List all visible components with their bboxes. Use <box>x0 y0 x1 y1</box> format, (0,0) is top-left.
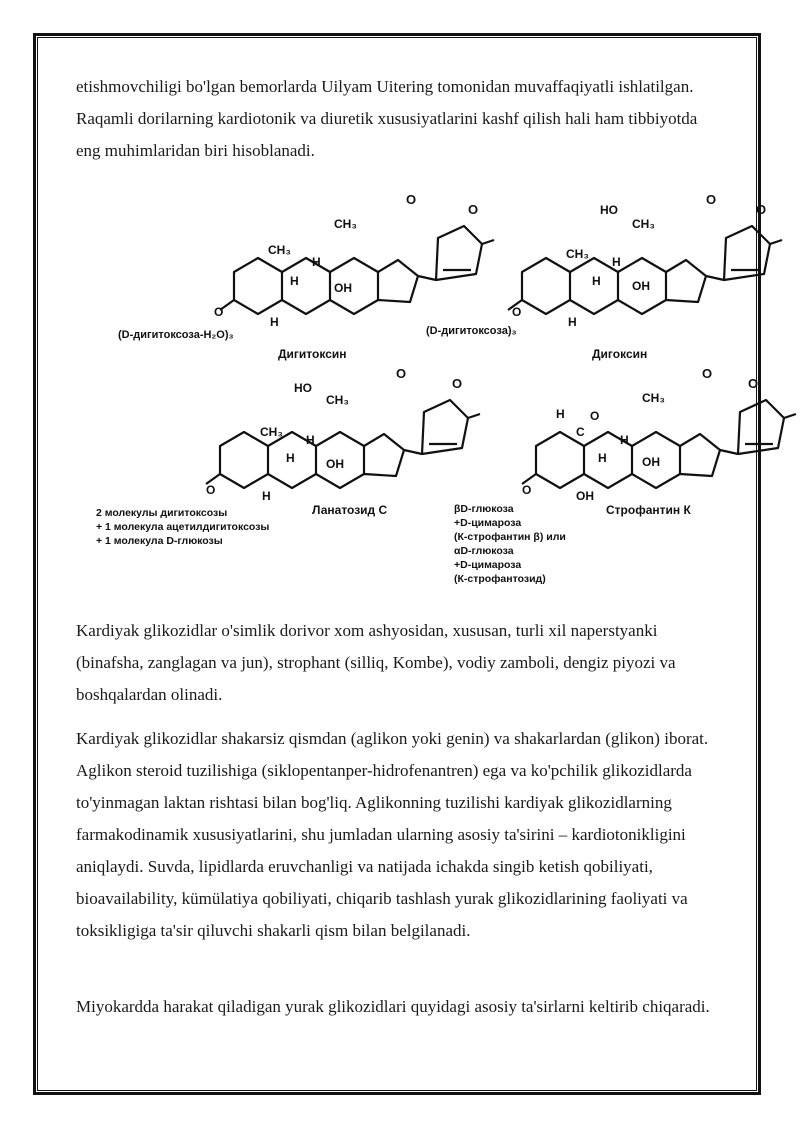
sugar-line-strophanthin-4: αD-глюкоза <box>454 545 514 557</box>
lactone-o-strophanthin: O <box>748 376 759 391</box>
ring-o-digitoxin: O <box>406 192 417 207</box>
sugar-line-lanatoside-2: + 1 молекула ацетилдигитоксозы <box>96 521 270 533</box>
sugar-label-digitoxin: (D-дигитоксоза-H₂O)₃ <box>118 329 234 341</box>
sugar-line-lanatoside-3: + 1 молекула D-глюкозы <box>96 535 223 547</box>
name-lanatoside: Ланатозид С <box>312 503 388 517</box>
name-digoxin: Дигоксин <box>592 347 648 361</box>
aldehyde-o-strophanthin: O <box>590 409 600 423</box>
sugar-line-strophanthin-3: (К-строфантин β) или <box>454 531 566 543</box>
ch3-left-lanatoside: CH₃ <box>260 425 283 439</box>
oh-lanatoside: OH <box>326 457 344 471</box>
h-middle-digitoxin: H <box>312 255 321 269</box>
o-sugar-digitoxin: O <box>214 305 224 319</box>
h-bottom-digoxin: H <box>568 315 577 329</box>
h-middle-lanatoside: H <box>306 433 315 447</box>
sugar-line-strophanthin-2: +D-цимароза <box>454 517 522 529</box>
aldehyde-h-strophanthin: H <box>556 407 565 421</box>
oh-strophanthin: OH <box>642 455 660 469</box>
ring-o-digoxin: O <box>706 192 717 207</box>
lactone-o-lanatoside: O <box>452 376 463 391</box>
sugar-line-strophanthin-5: +D-цимароза <box>454 559 522 571</box>
ch3-left-digitoxin: CH₃ <box>268 243 291 257</box>
ch3-top-strophanthin: CH₃ <box>642 391 665 405</box>
ho-digoxin: HO <box>600 203 618 217</box>
aldehyde-c-strophanthin: C <box>576 425 585 439</box>
oh-bottom-strophanthin: OH <box>576 489 594 503</box>
oh-digitoxin: OH <box>334 281 352 295</box>
sugar-line-strophanthin-6: (К-строфантозид) <box>454 573 546 585</box>
ch3-top-digitoxin: CH₃ <box>334 217 357 231</box>
structure-lanatoside-c <box>96 366 480 547</box>
sugar-line-strophanthin-1: βD-глюкоза <box>454 503 514 515</box>
paragraph-intro: etishmovchiligi bo'lgan bemorlarda Uilyam Uitering tomonidan muvaffaqiyatli ishlatilgan. Raqamli dorilarning kardiotonik va diuretik xususiyatlarini kashf qilish hali ham tibbiyotda eng muhimlaridan biri hisoblanadi. <box>76 77 698 160</box>
ho-lanatoside: HO <box>294 381 312 395</box>
paragraph-action: Miyokardda harakat qiladigan yurak glikozidlari quyidagi asosiy ta'sirlarni keltirib chiqaradi. <box>76 997 710 1016</box>
name-digitoxin: Дигитоксин <box>278 347 347 361</box>
oh-digoxin: OH <box>632 279 650 293</box>
sugar-label-digoxin: (D-дигитоксоза)₃ <box>426 325 517 337</box>
h-bottom-digitoxin: H <box>270 315 279 329</box>
h-middle-strophanthin: H <box>620 433 629 447</box>
h-bottom-lanatoside: H <box>262 489 271 503</box>
ring-o-lanatoside: O <box>396 366 407 381</box>
lactone-o-digoxin: O <box>756 202 767 217</box>
h-center-digoxin: H <box>592 274 601 288</box>
ch3-top-digoxin: CH₃ <box>632 217 655 231</box>
paragraph-structure: Kardiyak glikozidlar shakarsiz qismdan (aglikon yoki genin) va shakarlardan (glikon) iborat. Aglikon steroid tuzilishiga (siklopentanper-hidrofenantren) ega va ko'pchilik glikozidlarda to'yinmagan laktan rishtasi bilan bog'liq. Aglikonning tuzilishi kardiyak glikozidlarning farmakodinamik xususiyatlarini, shu jumladan ularning asosiy ta'sirini – kardiotonikligini aniqlaydi. Suvda, lipidlarda eruvchanligi va natijada ichakda singib ketish qobiliyati, bioavailability, kümülatiya qobiliyati, chiqarib tashlash yurak glikozidlarining faoliyati va toksikligiga ta'sir qiluvchi shakarli qism bilan belgilanadi. <box>76 729 709 940</box>
h-center-digitoxin: H <box>290 274 299 288</box>
paragraph-sources: Kardiyak glikozidlar o'simlik dorivor xom ashyosidan, xususan, turli xil naperstyanki (binafsha, zanglagan va jun), strophant (silliq, Kombe), vodiy zamboli, dengiz piyozi va boshqalardan olinadi. <box>76 621 676 704</box>
o-sugar-digoxin: O <box>512 305 522 319</box>
structure-strophanthin-k <box>454 366 796 585</box>
lactone-o-digitoxin: O <box>468 202 479 217</box>
h-middle-digoxin: H <box>612 255 621 269</box>
name-strophanthin: Строфантин К <box>606 503 691 517</box>
o-sugar-lanatoside: O <box>206 483 216 497</box>
h-center-strophanthin: H <box>598 451 607 465</box>
ch3-top-lanatoside: CH₃ <box>326 393 349 407</box>
h-center-lanatoside: H <box>286 451 295 465</box>
ch3-left-digoxin: CH₃ <box>566 247 589 261</box>
sugar-line-lanatoside-1: 2 молекулы дигитоксозы <box>96 507 228 519</box>
o-sugar-strophanthin: O <box>522 483 532 497</box>
ring-o-strophanthin: O <box>702 366 713 381</box>
structure-digoxin <box>426 192 782 361</box>
